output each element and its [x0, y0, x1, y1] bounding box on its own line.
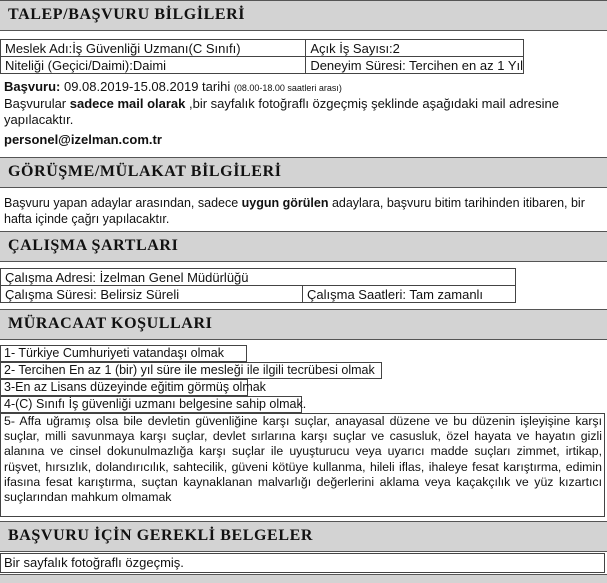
section-title: TALEP/BAŞVURU BİLGİLERİ: [8, 6, 246, 23]
basvuru-label: Başvuru:: [4, 79, 61, 94]
section-header-gorusme: [0, 157, 607, 188]
table-cell: Çalışma Adresi: İzelman Genel Müdürlüğü: [1, 269, 516, 286]
text-span: Başvurular: [4, 96, 70, 111]
belgeler-text: Bir sayfalık fotoğraflı özgeçmiş.: [4, 555, 184, 570]
section-header-belgeler: [0, 521, 607, 552]
basvuru-hours: (08.00-18.00 saatleri arası): [233, 83, 342, 93]
email-address[interactable]: personel@izelman.com.tr: [4, 132, 162, 147]
table-cell: Çalışma Süresi: Belirsiz Süreli: [1, 286, 303, 303]
section-header-muracaat: [0, 309, 607, 340]
section-title: ÇALIŞMA ŞARTLARI: [8, 237, 179, 254]
gorusme-line-2: hafta içinde çağrı yapılacaktır.: [4, 212, 170, 226]
basvuru-method-line-2: yapılacaktır.: [4, 112, 74, 127]
text-span: adaylara, başvuru bitim tarihinden itibaren, bir: [328, 196, 585, 210]
table-cell: Niteliği (Geçici/Daimi):Daimi: [1, 57, 306, 74]
section-title: MÜRACAAT KOŞULLARI: [8, 315, 213, 332]
section-header-talep: [0, 0, 607, 31]
calisma-table: [0, 268, 516, 303]
table-row: [1, 286, 516, 303]
table-row: [1, 40, 524, 57]
table-cell: Açık İş Sayısı:2: [306, 40, 524, 57]
section-header-calisma: [0, 231, 607, 262]
list-item: 3-En az Lisans düzeyinde eğitim görmüş olmak: [0, 379, 248, 396]
basvuru-method-line: [4, 96, 559, 112]
section-title: BAŞVURU İÇİN GEREKLİ BELGELER: [8, 527, 314, 544]
text-span: Başvuru yapan adaylar arasından, sadece: [4, 196, 242, 210]
emphasis-text: sadece mail olarak: [69, 96, 186, 111]
gorusme-line-1: [4, 195, 585, 211]
table-row: [1, 57, 524, 74]
table-row: [1, 269, 516, 286]
table-cell: Meslek Adı:İş Güvenliği Uzmanı(C Sınıfı): [1, 40, 306, 57]
section-title: GÖRÜŞME/MÜLAKAT BİLGİLERİ: [8, 163, 282, 180]
list-item: 5- Affa uğramış olsa bile devletin güvenliğine karşı suçlar, anayasal düzene ve bu düzenin işleyişine karşı suçlar, milli savunmaya karşı suçlar, devlet sırlarına karşı suçlar ve casusluk, özel hayata ve hayatın gizli alanına ve cinsel dokunulmazlığa karşı suçlar ile uyuşturucu veya uyarıcı madde suçları zimmet, irtikap, rüşvet, hırsızlık, dolandırıcılık, sahtecilik, güveni kötüye kullanma, hileli iflas, ihaleye fesat karıştırma, edimin ifasına fesat karıştırma, suçtan kaynaklanan malvarlığı değerlerini aklama veya kaçakçılık ve yüz kızartıcı suçlarından mahkum olmamak: [4, 414, 602, 505]
list-item: 1- Türkiye Cumhuriyeti vatandaşı olmak: [0, 345, 247, 362]
table-cell: Çalışma Saatleri: Tam zamanlı: [303, 286, 516, 303]
emphasis-text: uygun görülen: [241, 196, 329, 210]
talep-table: [0, 39, 524, 74]
basvuru-line: [4, 79, 342, 96]
text-span: ,bir sayfalık fotoğraflı özgeçmiş şeklinde aşağıdaki mail adresine: [185, 96, 559, 111]
basvuru-dates: 09.08.2019-15.08.2019 tarihi: [60, 79, 234, 94]
list-item: 2- Tercihen En az 1 (bir) yıl süre ile mesleği ile ilgili tecrübesi olmak: [0, 362, 382, 379]
list-item: 4-(C) Sınıfı İş güvenliği uzmanı belgesine sahip olmak.: [0, 396, 302, 413]
table-cell: Deneyim Süresi: Tercihen en az 1 Yıl: [306, 57, 524, 74]
